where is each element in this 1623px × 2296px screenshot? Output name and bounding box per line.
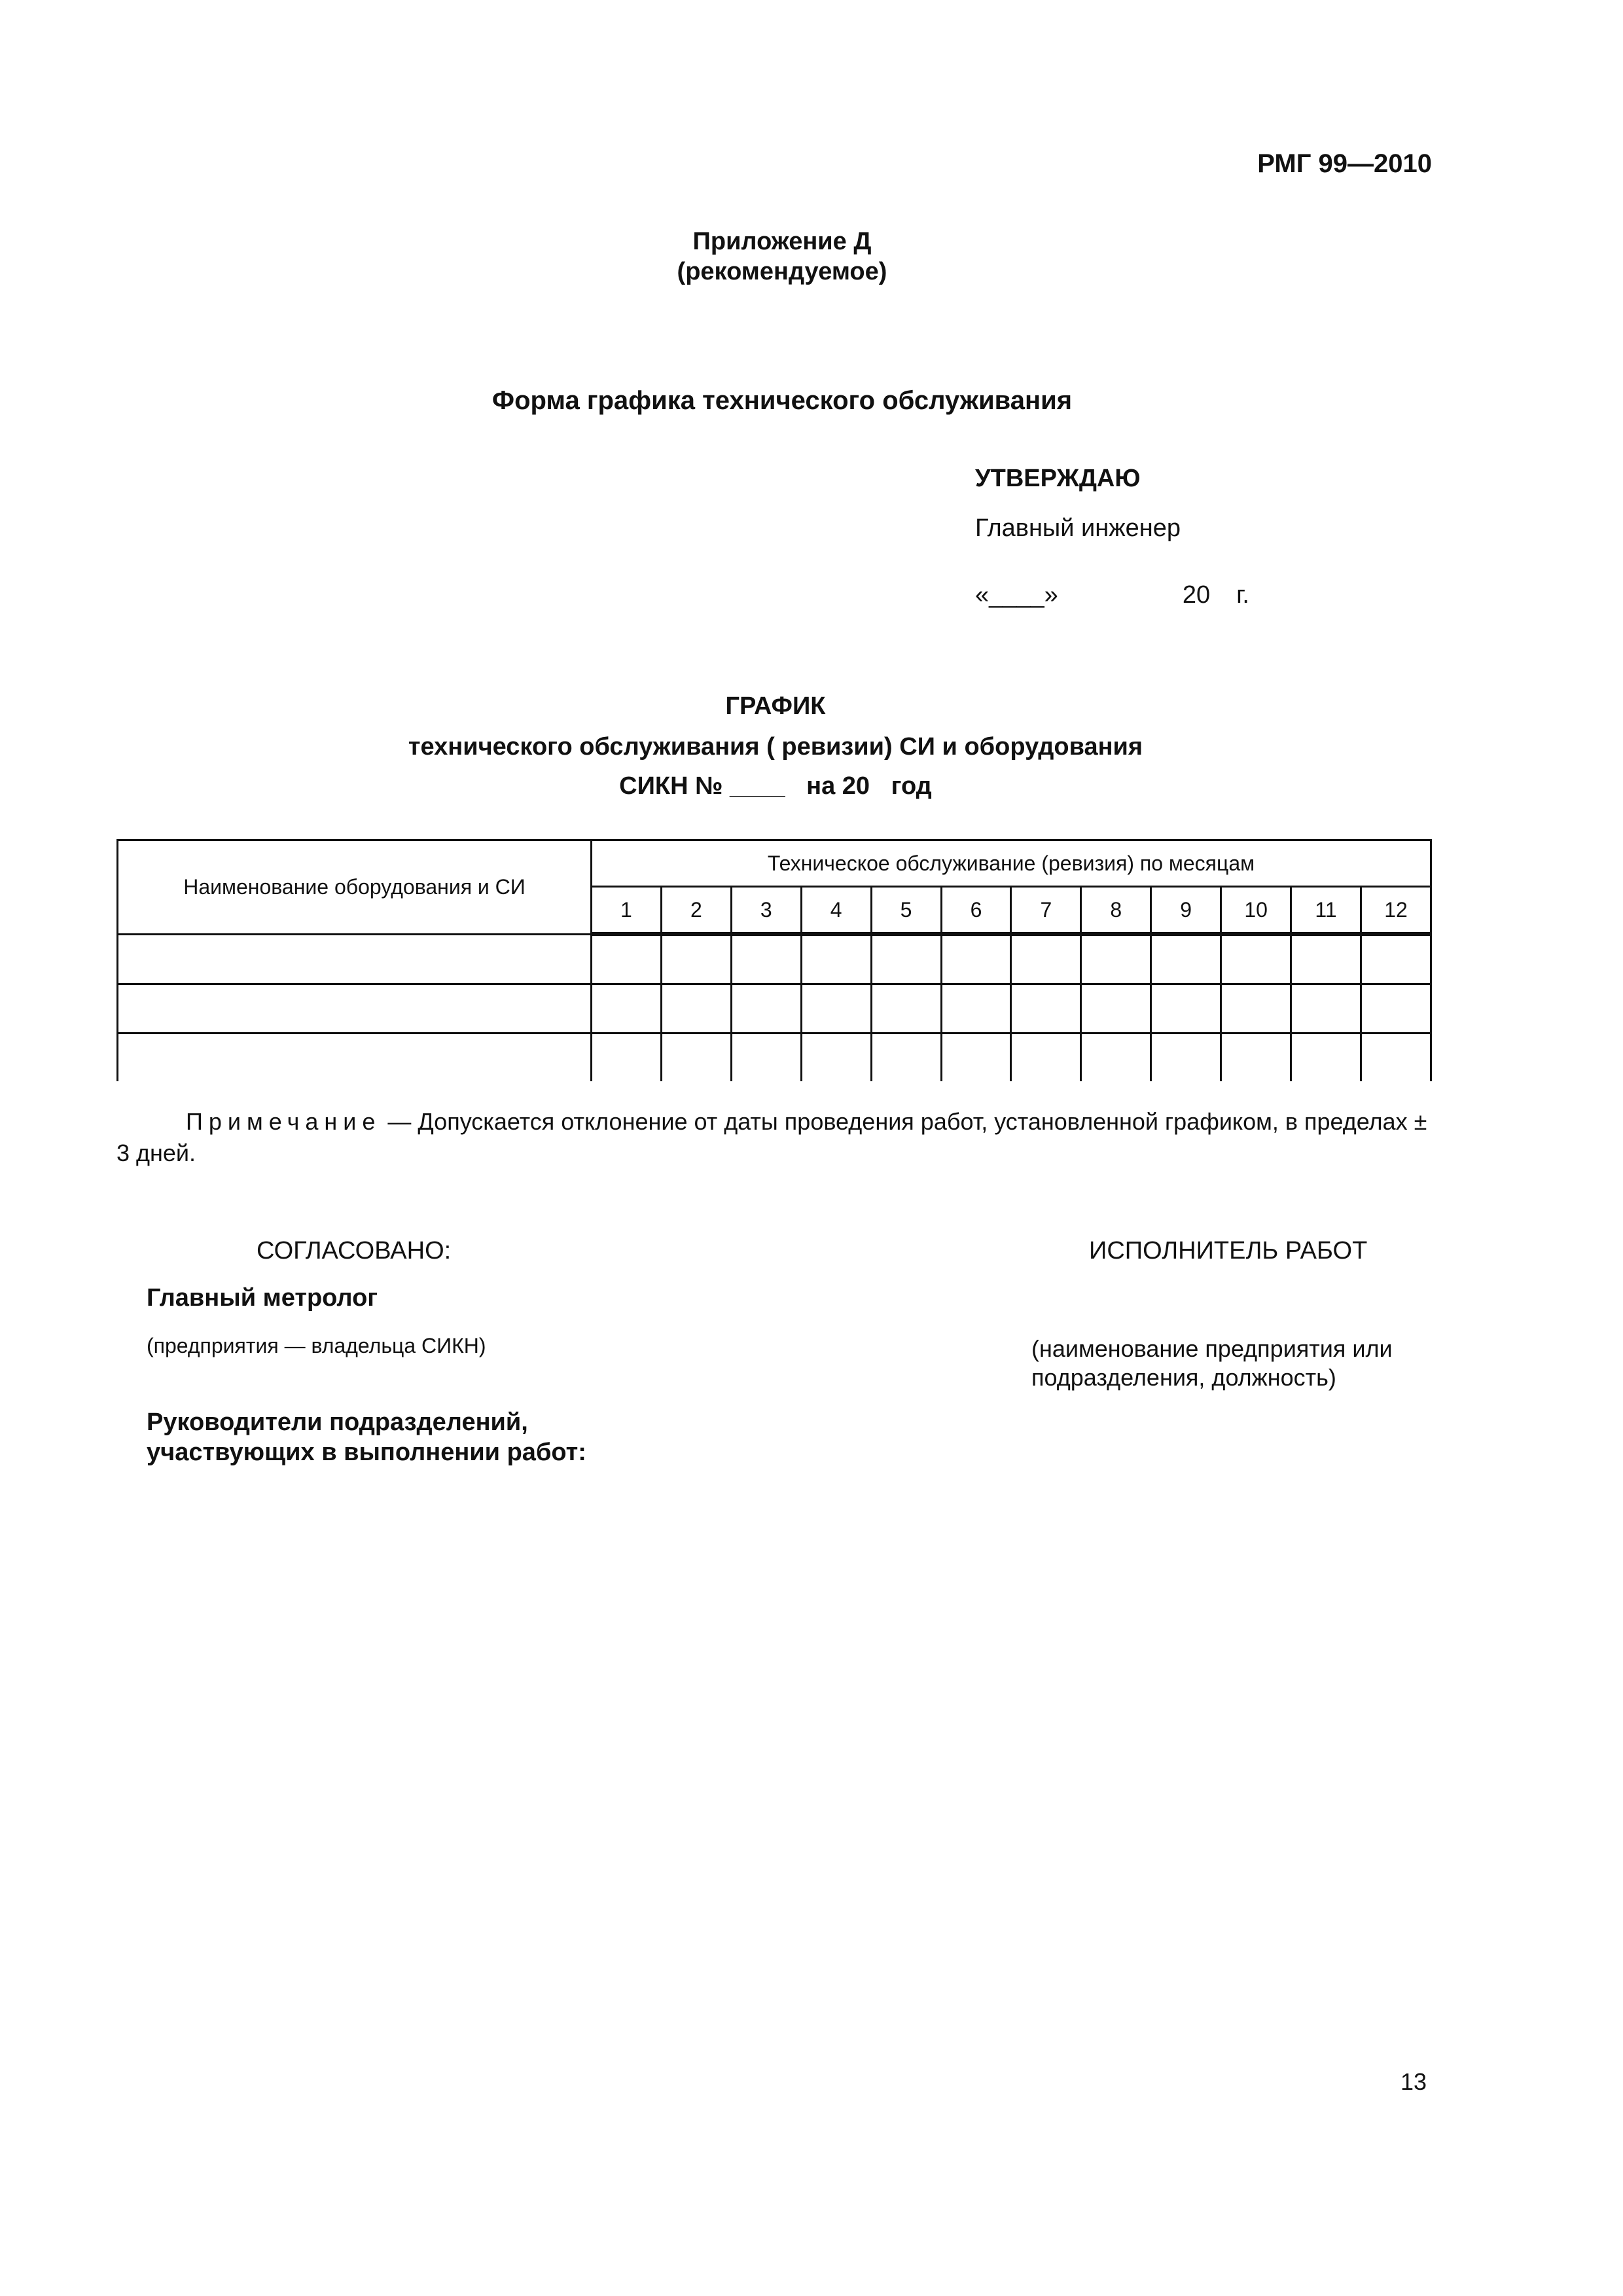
month-cell: 1 xyxy=(592,887,662,935)
department-heads-line2: участвующих в выполнении работ: xyxy=(147,1439,586,1466)
month-cell: 4 xyxy=(801,887,871,935)
month-cell: 5 xyxy=(871,887,941,935)
form-title: Форма графика технического обслуживания xyxy=(491,386,1073,415)
schedule-line-mid: на 20 xyxy=(806,772,870,800)
appendix-title: Приложение Д xyxy=(692,228,872,255)
schedule-cell xyxy=(801,1033,871,1082)
table-row xyxy=(118,1033,1431,1082)
schedule-cell xyxy=(871,1033,941,1082)
schedule-cell xyxy=(1221,934,1291,984)
schedule-cell xyxy=(801,984,871,1033)
schedule-cell xyxy=(871,934,941,984)
schedule-line-blank: ____ xyxy=(730,772,785,800)
schedule-cell xyxy=(731,934,801,984)
schedule-cell xyxy=(941,1033,1011,1082)
schedule-cell xyxy=(1291,984,1361,1033)
document-code: РМГ 99—2010 xyxy=(1257,149,1432,178)
equipment-cell xyxy=(118,934,592,984)
schedule-cell xyxy=(661,1033,731,1082)
schedule-cell xyxy=(1361,1033,1431,1082)
month-cell: 2 xyxy=(661,887,731,935)
month-cell: 9 xyxy=(1151,887,1221,935)
month-cell: 8 xyxy=(1081,887,1151,935)
month-cell: 3 xyxy=(731,887,801,935)
schedule-cell xyxy=(1151,1033,1221,1082)
schedule-cell xyxy=(1081,1033,1151,1082)
schedule-cell xyxy=(592,1033,662,1082)
schedule-cell xyxy=(871,984,941,1033)
month-cell: 11 xyxy=(1291,887,1361,935)
schedule-cell xyxy=(592,984,662,1033)
schedule-cell xyxy=(801,934,871,984)
schedule-cell xyxy=(941,984,1011,1033)
approval-date xyxy=(975,581,1249,609)
header-equipment-name: Наименование оборудования и СИ xyxy=(118,840,592,935)
schedule-line-prefix: СИКН № xyxy=(619,772,723,800)
page-number: 13 xyxy=(1400,2068,1427,2095)
schedule-cell xyxy=(592,934,662,984)
schedule-line-suffix: год xyxy=(891,772,932,800)
approval-date-year: 20 xyxy=(1182,581,1211,609)
equipment-cell xyxy=(118,1033,592,1082)
metrologist-title: Главный метролог xyxy=(147,1284,378,1312)
note-text: — Допускается отклонение от даты проведения работ, установленной графиком, в пределах ± 3 дней. xyxy=(116,1108,1427,1166)
schedule-cell xyxy=(1221,1033,1291,1082)
equipment-cell xyxy=(118,984,592,1033)
schedule-cell xyxy=(941,934,1011,984)
schedule-cell xyxy=(661,934,731,984)
performer-caption-line2: подразделения, должность) xyxy=(1031,1364,1336,1391)
schedule-cell xyxy=(1221,984,1291,1033)
metrologist-caption: (предприятия — владельца СИКН) xyxy=(147,1334,486,1357)
month-cell: 12 xyxy=(1361,887,1431,935)
schedule-cell xyxy=(661,984,731,1033)
approval-date-suffix: г. xyxy=(1236,581,1249,609)
agreed-heading: СОГЛАСОВАНО: xyxy=(257,1237,452,1265)
schedule-cell xyxy=(1361,984,1431,1033)
schedule-cell xyxy=(1151,984,1221,1033)
schedule-cell xyxy=(731,984,801,1033)
approval-position: Главный инженер xyxy=(975,514,1181,542)
month-cell: 7 xyxy=(1011,887,1081,935)
table-row xyxy=(118,984,1431,1033)
month-cell: 6 xyxy=(941,887,1011,935)
schedule-cell xyxy=(1291,1033,1361,1082)
schedule-cell xyxy=(1151,934,1221,984)
performer-heading: ИСПОЛНИТЕЛЬ РАБОТ xyxy=(1089,1237,1368,1265)
schedule-cell xyxy=(1291,934,1361,984)
month-cell: 10 xyxy=(1221,887,1291,935)
appendix-status: (рекомендуемое) xyxy=(677,258,887,285)
department-heads-line1: Руководители подразделений, xyxy=(147,1408,528,1436)
approval-heading: УТВЕРЖДАЮ xyxy=(975,465,1141,492)
schedule-cell xyxy=(1011,984,1081,1033)
schedule-cell xyxy=(1011,934,1081,984)
header-months: Техническое обслуживание (ревизия) по месяцам xyxy=(592,840,1431,887)
schedule-cell xyxy=(1081,934,1151,984)
performer-caption-line1: (наименование предприятия или xyxy=(1031,1335,1393,1362)
schedule-subtitle: технического обслуживания ( ревизии) СИ и оборудования xyxy=(408,733,1143,761)
note xyxy=(116,1106,1432,1169)
table-row xyxy=(118,934,1431,984)
schedule-table xyxy=(116,839,1432,1081)
schedule-cell xyxy=(1081,984,1151,1033)
schedule-cell xyxy=(1011,1033,1081,1082)
schedule-number-line xyxy=(0,772,1551,800)
schedule-cell xyxy=(731,1033,801,1082)
approval-date-open: «____» xyxy=(975,581,1058,609)
schedule-title: ГРАФИК xyxy=(725,692,826,720)
schedule-cell xyxy=(1361,934,1431,984)
note-label: Примечание xyxy=(186,1108,382,1135)
